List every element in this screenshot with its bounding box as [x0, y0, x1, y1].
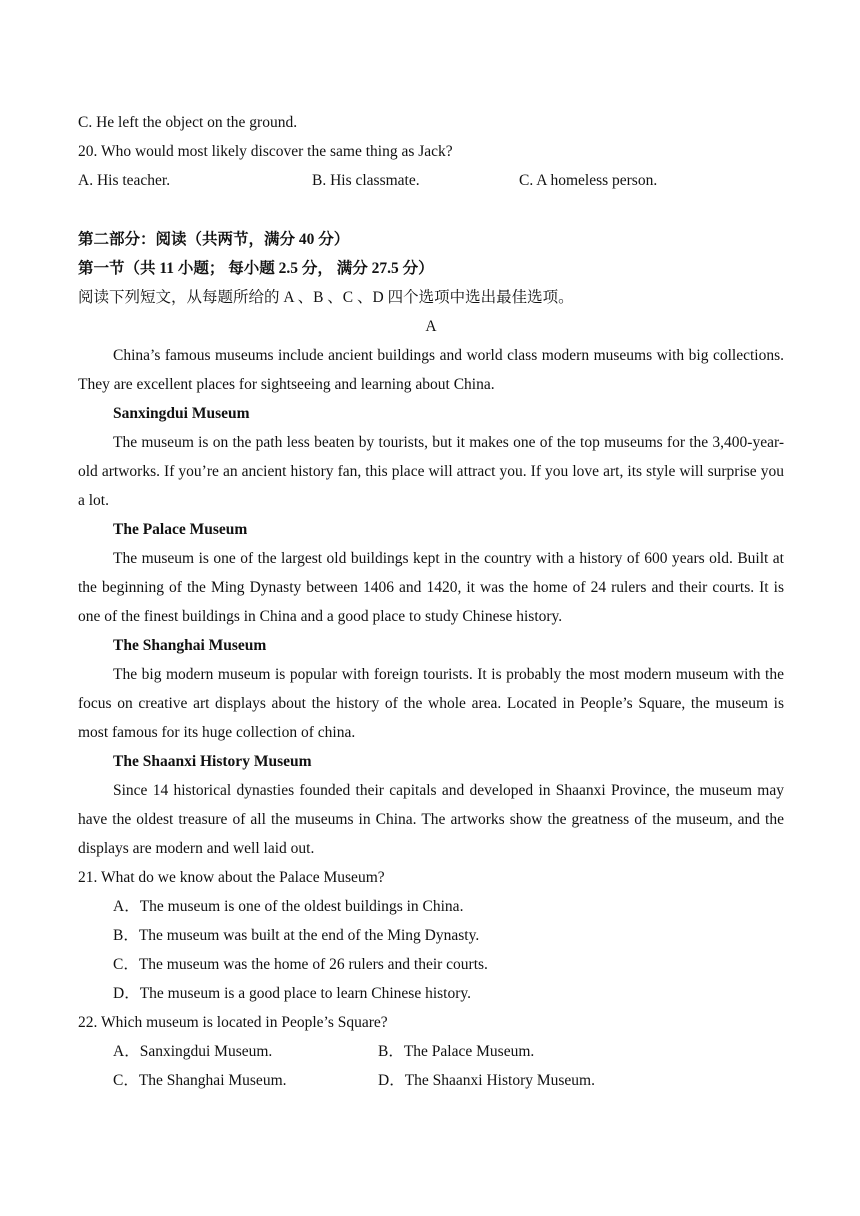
section-subtitle: 第一节（共 11 小题； 每小题 2.5 分， 满分 27.5 分）	[78, 260, 434, 277]
section-spacer	[78, 195, 784, 225]
exam-page	[78, 108, 784, 1095]
q20-option-a: A. His teacher.	[78, 172, 171, 189]
instruction: 阅读下列短文，从每题所给的 A 、B 、C 、D 四个选项中选出最佳选项。	[78, 289, 574, 306]
part-title: 第二部分：阅读（共两节，满分 40 分）	[78, 231, 350, 248]
q22-option-a: A．Sanxingdui Museum.	[113, 1043, 273, 1060]
passage-label: A	[425, 318, 437, 335]
museum-heading-shaanxi: The Shaanxi History Museum	[113, 753, 312, 770]
museum-heading-sanxingdui: Sanxingdui Museum	[113, 405, 250, 422]
q21-option-a: A．The museum is one of the oldest buildings in China.	[113, 898, 464, 915]
question-20-options	[78, 166, 784, 195]
museum-heading-shanghai: The Shanghai Museum	[113, 637, 267, 654]
q22-option-b: B．The Palace Museum.	[378, 1043, 535, 1060]
museum-heading-palace: The Palace Museum	[113, 521, 248, 538]
q22-options-row-2	[78, 1066, 784, 1095]
question-20: 20. Who would most likely discover the same thing as Jack?	[78, 143, 453, 160]
q22-options-row-1	[78, 1037, 784, 1066]
q20-option-b: B. His classmate.	[312, 172, 420, 189]
passage-intro: China’s famous museums include ancient buildings and world class modern museums with big collections. They are excellent places for sightseeing and learning about China.	[78, 347, 784, 393]
q19-option-c: C. He left the object on the ground.	[78, 114, 298, 131]
museum-text-palace: The museum is one of the largest old buildings kept in the country with a history of 600 years old. Built at the beginning of the Ming Dynasty between 1406 and 1420, it was the home of 24 rulers and their courts. It is one of the finest buildings in China and a good place to study Chinese history.	[78, 550, 784, 625]
q22-option-d: D．The Shaanxi History Museum.	[378, 1072, 595, 1089]
q21-option-c: C．The museum was the home of 26 rulers and their courts.	[113, 956, 488, 973]
q21-option-d: D．The museum is a good place to learn Chinese history.	[113, 985, 471, 1002]
question-22: 22. Which museum is located in People’s Square?	[78, 1014, 388, 1031]
q20-option-c: C. A homeless person.	[519, 172, 658, 189]
question-21: 21. What do we know about the Palace Museum?	[78, 869, 385, 886]
q22-option-c: C．The Shanghai Museum.	[113, 1072, 287, 1089]
museum-text-sanxingdui: The museum is on the path less beaten by tourists, but it makes one of the top museums for the 3,400-year-old artworks. If you’re an ancient history fan, this place will attract you. If you love art, its style will surprise you a lot.	[78, 434, 784, 509]
q21-option-b: B．The museum was built at the end of the Ming Dynasty.	[113, 927, 480, 944]
museum-text-shanghai: The big modern museum is popular with foreign tourists. It is probably the most modern museum with the focus on creative art displays about the history of the whole area. Located in People’s Square, the museum is most famous for its huge collection of china.	[78, 666, 784, 741]
museum-text-shaanxi: Since 14 historical dynasties founded their capitals and developed in Shaanxi Province, the museum may have the oldest treasure of all the museums in China. The artworks show the greatness of the museum, and the displays are modern and well laid out.	[78, 782, 784, 857]
